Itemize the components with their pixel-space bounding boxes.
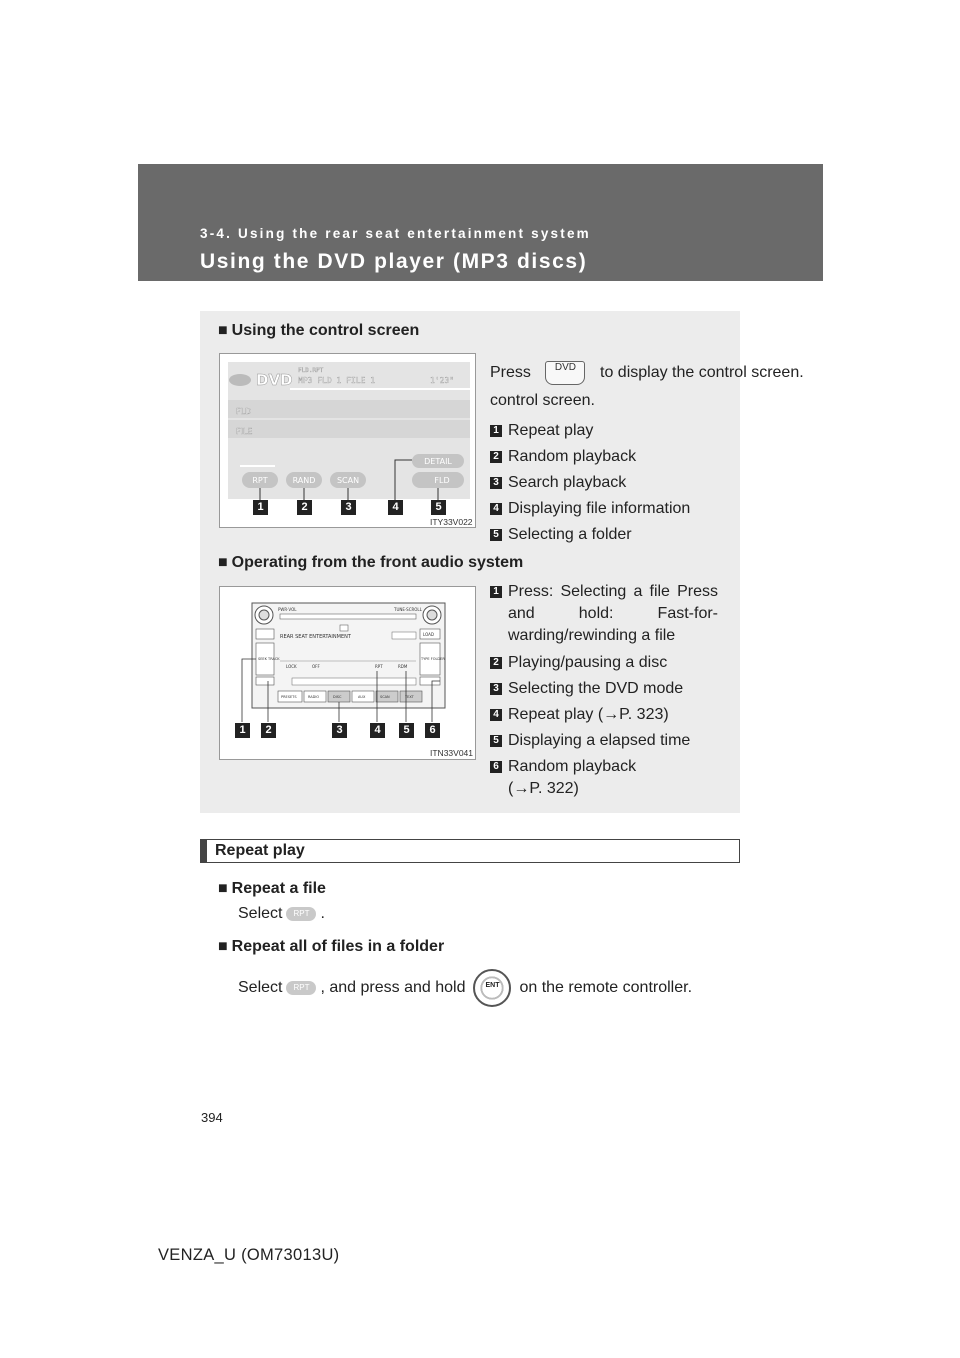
- svg-text:LOCK: LOCK: [286, 664, 297, 669]
- list-item: 3 Selecting the DVD mode: [490, 678, 683, 700]
- svg-text:1'23": 1'23": [430, 376, 455, 385]
- callout-3: 3: [332, 723, 347, 738]
- svg-text:FLD.RPT: FLD.RPT: [298, 367, 324, 374]
- dvd-button-icon: DVD: [545, 361, 585, 385]
- list-item: 1 Press: Selecting a file Press and hold: Fast-for-warding/rewinding a file: [490, 581, 718, 647]
- callout-1: 1: [235, 723, 250, 738]
- chapter-header: [138, 164, 823, 281]
- svg-text:SCAN: SCAN: [380, 695, 390, 699]
- svg-text:RAND: RAND: [292, 476, 316, 485]
- page-title: Using the DVD player (MP3 discs): [200, 250, 588, 273]
- callout-5: 5: [431, 500, 446, 515]
- callout-3: 3: [341, 500, 356, 515]
- svg-text:SEEK TRACK: SEEK TRACK: [258, 657, 280, 661]
- repeat-folder-heading: ■ Repeat all of files in a folder: [218, 938, 445, 955]
- press-instruction: Press DVD to display the control screen. control screen.: [490, 359, 718, 415]
- svg-text:RADIO: RADIO: [308, 695, 320, 699]
- repeat-play-heading: Repeat play: [200, 839, 740, 863]
- repeat-file-heading: ■ Repeat a file: [218, 880, 326, 897]
- list-item: 5 Selecting a folder: [490, 524, 632, 546]
- list-item: 3 Search playback: [490, 472, 626, 494]
- rpt-button-icon: RPT: [286, 907, 316, 921]
- square-bullet-icon: ■: [218, 880, 228, 897]
- svg-text:PRESETS: PRESETS: [281, 695, 297, 699]
- svg-text:SCAN: SCAN: [336, 476, 360, 485]
- section-label: 3-4. Using the rear seat entertainment system: [200, 226, 591, 241]
- callout-5: 5: [399, 723, 414, 738]
- rpt-button-icon: RPT: [286, 981, 316, 995]
- list-item: 4 Displaying file information: [490, 498, 690, 520]
- svg-text:REAR SEAT ENTERTAINMENT: REAR SEAT ENTERTAINMENT: [280, 634, 351, 640]
- svg-text:RPT: RPT: [375, 664, 383, 669]
- control-screen-figure: [219, 353, 476, 528]
- svg-text:FLD: FLD: [236, 407, 252, 416]
- list-item: 2 Random playback: [490, 446, 636, 468]
- square-bullet-icon: ■: [218, 938, 228, 955]
- callout-4: 4: [370, 723, 385, 738]
- svg-text:FILE: FILE: [236, 427, 253, 436]
- callout-4: 4: [388, 500, 403, 515]
- svg-text:MP3 FLD 1 FILE 1: MP3 FLD 1 FILE 1: [298, 376, 376, 385]
- front-audio-figure: [219, 586, 476, 760]
- list-item: 1 Repeat play: [490, 420, 593, 442]
- callout-1: 1: [253, 500, 268, 515]
- repeat-file-instruction: Select RPT .: [238, 905, 325, 922]
- list-item: 4 Repeat play (→P. 323): [490, 704, 669, 726]
- svg-text:TYPE FOLDER: TYPE FOLDER: [421, 657, 445, 661]
- repeat-folder-instruction: Select RPT , and press and hold ENT on the remote controller.: [238, 969, 692, 1007]
- list-item: 2 Playing/pausing a disc: [490, 652, 667, 674]
- svg-text:FLD: FLD: [434, 476, 450, 485]
- list-item: 5 Displaying a elapsed time: [490, 730, 690, 752]
- square-bullet-icon: ■: [218, 554, 228, 571]
- screen-dvd-logo: DVD: [256, 371, 293, 389]
- callout-2: 2: [261, 723, 276, 738]
- svg-text:LOAD: LOAD: [423, 632, 434, 637]
- control-screen-heading: ■ Using the control screen: [218, 322, 420, 339]
- figure-code: ITY33V022: [430, 517, 473, 527]
- front-audio-heading: ■ Operating from the front audio system: [218, 554, 524, 571]
- svg-text:PWR·VOL: PWR·VOL: [278, 607, 297, 612]
- svg-text:TUNE·SCROLL: TUNE·SCROLL: [394, 607, 422, 612]
- callout-2: 2: [297, 500, 312, 515]
- figure-code: ITN33V041: [430, 748, 473, 758]
- svg-text:RPT: RPT: [252, 476, 268, 485]
- square-bullet-icon: ■: [218, 322, 228, 339]
- callout-6: 6: [425, 723, 440, 738]
- svg-text:DETAIL: DETAIL: [424, 457, 452, 466]
- ent-button-icon: ENT: [473, 969, 511, 1007]
- document-code: VENZA_U (OM73013U): [158, 1246, 340, 1264]
- press-instruction-continued: control screen.: [490, 392, 595, 409]
- page-number: 394: [201, 1110, 223, 1125]
- svg-text:DISC: DISC: [333, 695, 342, 699]
- svg-text:OFF: OFF: [312, 664, 320, 669]
- svg-text:TEXT: TEXT: [405, 695, 414, 699]
- svg-text:RDM: RDM: [398, 664, 408, 669]
- list-item: 6 Random playback (→P. 322): [490, 756, 660, 800]
- svg-text:AUX: AUX: [358, 695, 366, 699]
